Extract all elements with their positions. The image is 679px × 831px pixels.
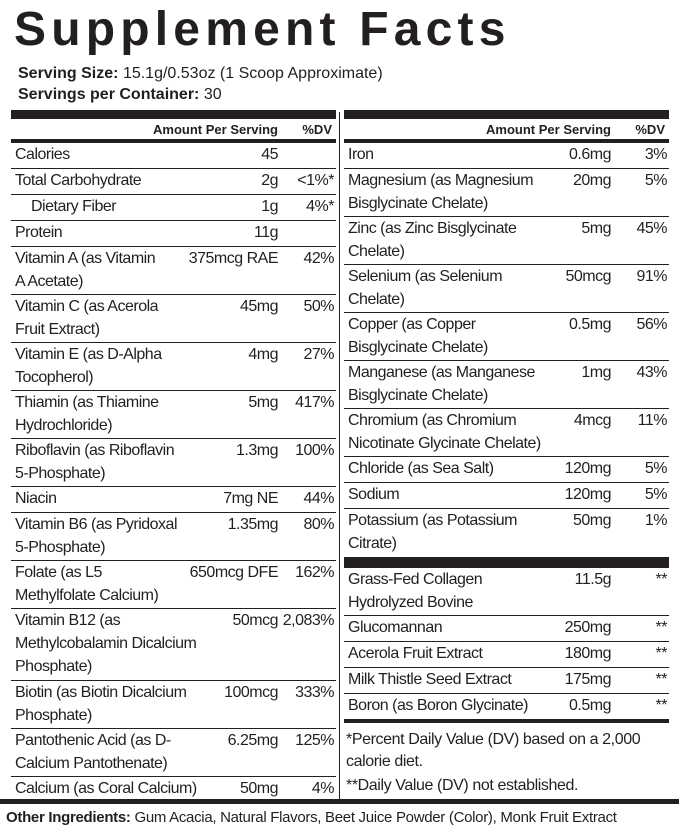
servings-label: Servings per Container: [18,86,200,103]
ingredient-dv: ** [655,671,667,688]
nutrient-name: Riboflavin (as Riboflavin 5-Phosphate) [15,442,175,482]
ingredient-row [344,642,669,668]
footnote-daily-value: *Percent Daily Value (DV) based on a 2,000 calorie diet. [346,731,641,770]
nutrient-dv: 42% [303,250,334,267]
nutrient-row [11,681,336,729]
nutrient-amount: 50mg [239,780,278,797]
column-header [344,119,669,143]
nutrient-dv: 4% [311,780,334,797]
nutrient-row [344,361,669,409]
nutrient-amount: 2g [261,172,278,189]
servings-value: 30 [203,86,222,103]
nutrient-dv: 5% [644,172,667,189]
nutrient-name: Manganese (as Manganese Bisglycinate Chelate) [348,364,535,404]
footnote-not-established: **Daily Value (DV) not established. [346,777,579,794]
nutrient-row [344,217,669,265]
nutrient-dv: 56% [636,316,667,333]
ingredient-row [344,616,669,642]
nutrient-amount: 100mcg [224,684,278,701]
serving-size [18,64,383,84]
ingredient-row [344,568,669,616]
nutrient-dv: 50% [303,298,334,315]
nutrient-dv: 80% [303,516,334,533]
thick-rule [344,557,669,568]
nutrient-name: Selenium (as Selenium Chelate) [348,268,503,308]
nutrient-amount: 5mg [581,220,611,237]
nutrient-row [344,169,669,217]
ingredient-amount: 11.5g [574,571,611,588]
column-header [11,119,336,143]
nutrient-name: Chloride (as Sea Salt) [348,460,494,477]
nutrient-name: Potassium (as Potassium Citrate) [348,512,518,552]
nutrient-name: Vitamin E (as D-Alpha Tocopherol) [15,346,162,386]
nutrient-amount: 6.25mg [227,732,278,749]
nutrient-amount: 5mg [248,394,278,411]
nutrient-row [344,265,669,313]
ingredient-dv: ** [655,645,667,662]
nutrient-dv: 5% [644,486,667,503]
nutrient-amount: 0.5mg [569,316,611,333]
nutrient-dv: 4%* [306,198,334,215]
thick-rule [11,110,336,119]
nutrient-amount: 120mg [564,486,611,503]
other-ingredients [6,808,617,828]
nutrient-row [344,313,669,361]
nutrient-amount: 4mcg [573,412,611,429]
nutrient-dv: 417% [295,394,334,411]
ingredient-amount: 0.5mg [569,697,611,714]
nutrient-name: Vitamin A (as Vitamin A Acetate) [15,250,156,290]
nutrient-amount: 1g [261,198,278,215]
ingredient-amount: 175mg [564,671,611,688]
left-column [11,110,336,803]
ingredient-row [344,668,669,694]
serving-size-label: Serving Size: [18,65,119,82]
servings-per-container [18,85,222,105]
nutrient-name: Vitamin C (as Acerola Fruit Extract) [15,298,159,338]
nutrient-name: Niacin [15,490,57,507]
bottom-rule [0,799,679,804]
nutrient-row [11,487,336,513]
nutrient-row [344,457,669,483]
dv-header: %DV [302,122,332,137]
ingredient-dv: ** [655,619,667,636]
nutrient-amount: 45 [261,146,278,163]
nutrient-row [11,247,336,295]
nutrient-name: Protein [15,224,63,241]
nutrient-name: Total Carbohydrate [15,172,142,189]
dv-header: %DV [635,122,665,137]
nutrient-row [11,195,336,221]
nutrient-dv: 27% [303,346,334,363]
nutrient-name: Calcium (as Coral Calcium) [15,780,197,797]
nutrient-dv: 333% [295,684,334,701]
ingredient-dv: ** [655,697,667,714]
ingredient-name: Milk Thistle Seed Extract [348,671,512,688]
nutrient-name: Folate (as L5 Methylfolate Calcium) [15,564,159,604]
nutrient-row [11,143,336,169]
nutrient-name: Sodium [348,486,400,503]
nutrient-row [11,295,336,343]
nutrient-name: Dietary Fiber [31,198,117,215]
nutrient-amount: 50mcg [565,268,611,285]
nutrient-row [344,483,669,509]
ingredient-amount: 250mg [564,619,611,636]
nutrient-amount: 120mg [564,460,611,477]
ingredient-name: Boron (as Boron Glycinate) [348,697,528,714]
other-ingredients-label: Other Ingredients: [6,809,131,826]
nutrient-dv: <1%* [297,172,334,189]
nutrient-row [344,509,669,557]
serving-size-value: 15.1g/0.53oz (1 Scoop Approximate) [122,65,383,82]
ingredient-row [344,694,669,723]
nutrient-name: Calories [15,146,70,163]
nutrient-name: Biotin (as Biotin Dicalcium Phosphate) [15,684,187,724]
nutrient-name: Chromium (as Chromium Nicotinate Glycinate Chelate) [348,412,541,452]
nutrient-row [11,561,336,609]
nutrient-name: Vitamin B6 (as Pyridoxal 5-Phosphate) [15,516,177,556]
nutrient-row [11,343,336,391]
ingredient-name: Acerola Fruit Extract [348,645,483,662]
other-ingredients-value: Gum Acacia, Natural Flavors, Beet Juice Powder (Color), Monk Fruit Extract [134,809,617,826]
nutrient-amount: 1.3mg [236,442,278,459]
nutrient-row [11,609,336,681]
nutrient-amount: 0.6mg [569,146,611,163]
nutrient-dv: 1% [644,512,667,529]
nutrient-name: Magnesium (as Magnesium Bisglycinate Chelate) [348,172,534,212]
nutrient-amount: 20mg [572,172,611,189]
column-divider [339,112,340,800]
ingredient-name: Grass-Fed Collagen Hydrolyzed Bovine [348,571,483,611]
nutrient-row [344,409,669,457]
amount-header: Amount Per Serving [153,122,278,137]
nutrient-amount: 50mcg [232,612,278,629]
nutrient-amount: 375mcg RAE [188,250,278,267]
nutrient-row [11,391,336,439]
nutrient-name: Vitamin B12 (as Methylcobalamin Dicalcium Phosphate) [15,612,197,675]
nutrient-dv: 3% [644,146,667,163]
nutrient-row [11,169,336,195]
nutrient-amount: 7mg NE [223,490,278,507]
nutrient-amount: 4mg [248,346,278,363]
nutrient-amount: 45mg [239,298,278,315]
ingredient-amount: 180mg [564,645,611,662]
ingredient-name: Glucomannan [348,619,443,636]
right-column [344,110,669,723]
panel-title: Supplement Facts [14,3,511,56]
nutrient-dv: 125% [295,732,334,749]
nutrient-dv: 91% [636,268,667,285]
nutrient-amount: 50mg [572,512,611,529]
nutrient-dv: 2,083% [282,612,334,629]
nutrient-row [11,729,336,777]
nutrient-dv: 5% [644,460,667,477]
nutrient-dv: 11% [637,412,667,429]
amount-header: Amount Per Serving [486,122,611,137]
nutrient-row [11,513,336,561]
nutrient-dv: 44% [303,490,334,507]
nutrient-name: Thiamin (as Thiamine Hydrochloride) [15,394,159,434]
nutrient-dv: 43% [636,364,667,381]
nutrient-row [11,439,336,487]
nutrient-name: Copper (as Copper Bisglycinate Chelate) [348,316,488,356]
nutrient-name: Iron [348,146,374,163]
ingredient-dv: ** [655,571,667,588]
nutrient-dv: 100% [295,442,334,459]
nutrient-amount: 11g [253,224,278,241]
thick-rule [344,110,669,119]
nutrient-name: Pantothenic Acid (as D- Calcium Pantothenate) [15,732,171,772]
nutrient-amount: 1mg [581,364,611,381]
nutrient-row [11,221,336,247]
nutrient-row [344,143,669,169]
nutrient-amount: 1.35mg [227,516,278,533]
nutrient-name: Zinc (as Zinc Bisglycinate Chelate) [348,220,517,260]
nutrient-dv: 162% [295,564,334,581]
nutrient-amount: 650mcg DFE [189,564,278,581]
nutrient-dv: 45% [636,220,667,237]
